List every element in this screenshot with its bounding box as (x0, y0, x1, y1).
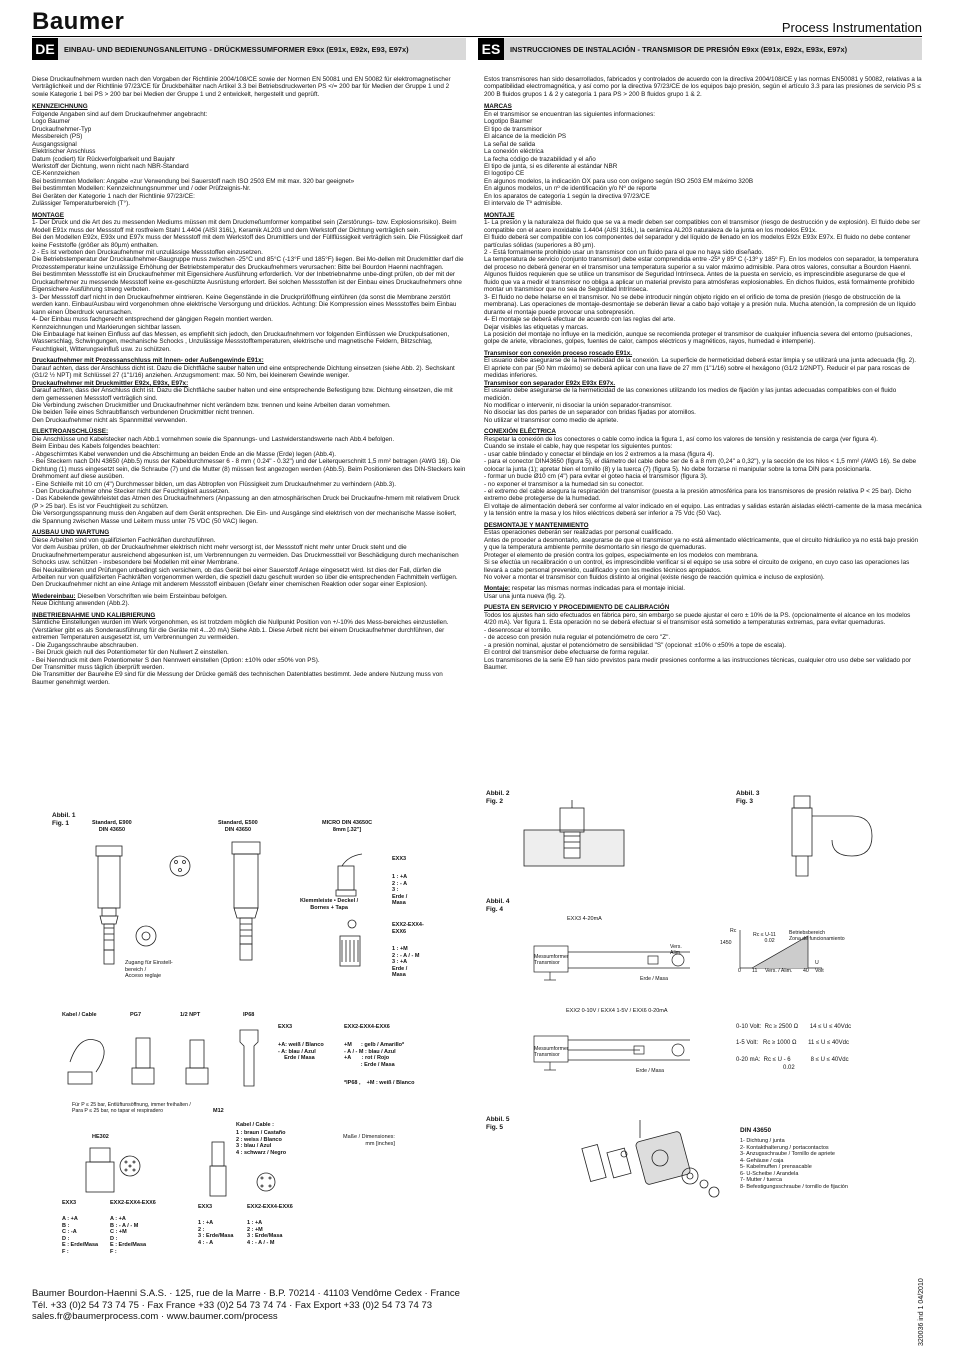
fig4-r3: 0-20 mA: Rc ≤ U - 6 8 ≤ U ≤ 40Vdc (736, 1057, 849, 1063)
fig1-npt: 1/2 NPT (180, 1012, 201, 1018)
fig1-label: Abbil. 1 Fig. 1 (52, 812, 76, 827)
de-inb-text: Sämtliche Einstellungen wurden im Werk vorgenohmen, es ist trotzdem möglich die Nullpunkt Position von +/-10% des Mess-bereiches einzustellen. (Verstärker gibt es als Sonderausführung für die Geräte mit 4...20 mA) Siehe Abb.1. Diese Arbeit nicht bei einem Druckaufnehmer durchführen, der extremen Temperaturen ausgesetzt ist, um Verbrennungen zu vermeiden. - Die Zugangsschraube abschrauben. - Bei Druck gleich null des Potentiometer für den Nullwert Z einstellen. - Bei Nenndruck mit dem Potentiometer S den Nennwert einstellen (Option: ±10% oder ±50% von PS). Der Transmitter muss täglich überprüft werden. Die Transmitter der Baureihe E9 sind für die Messung der Drücke gemäß des technischen Datenblattes bestimmt. Jede andere Nutzung muss von Baumer genehmigt werden. (32, 619, 449, 686)
fig1-ip68: IP68 (243, 1012, 255, 1018)
es-mj-heading: Montaje: (484, 585, 511, 593)
es-ce-heading: CONEXIÓN ELÉCTRICA (484, 428, 556, 436)
fig1-cable-drawings (60, 1022, 300, 1102)
fig1-klemm: Klemmleiste • Deckel / Bornes + Tapa (300, 898, 359, 911)
fig4-rcformula: Rc ≤ U-11 0.02 (753, 932, 776, 945)
fig1-mass: Maße / Dimensiones: mm [inches] (343, 1134, 395, 1147)
fig1-exx2c-pins: A : +A B : - A / - M C : +M D : E : Erde/Masa F : (110, 1216, 147, 1255)
fig4-mu1: Messumformer Transmisor (534, 954, 569, 967)
fig4-r1: 0-10 Volt: Rc ≥ 2500 Ω 14 ≤ U ≤ 40Vdc (736, 1024, 852, 1030)
fig1-exx3c: EXX3 (62, 1200, 77, 1206)
es-mj-text: respetar las mismas normas indicadas para el montaje inicial. Usar una junta nueva (fig. 2). (484, 585, 685, 600)
fig4-x40: 40 (803, 968, 809, 974)
fig4-x11: 11 (752, 968, 758, 974)
es-mar-heading: MARCAS (484, 103, 512, 111)
fig4-erde2: Erde / Masa (636, 1068, 664, 1074)
fig1-exx3b-pins: +A: weiß / Blanco - A: blau / Azul Erde / Masa (278, 1042, 324, 1061)
fig4-mu2: Messumformer Transmisor (534, 1046, 569, 1059)
de-aus-text: Diese Arbeiten sind von qualifizierten Fachkräften durchzuführen. Vor dem Ausbau prüfen, ob der Druckaufnehmer elektrisch nicht mehr versorgt ist, der Messstoff nicht mehr unter Druck steht und die Druckaufnehmertemperatur ausreichend abgesunken ist, um Verbrennungen zu vermeiden. Das Druckmesstteil vor Beschädigung durch mechanischen Schocks usw. schützen - insbesondere bei Modellen mit einer Membrane. Bei Neukalibrieren und Prüfungen unbedingt sich versichern, ob das Gerät bei einer Sauerstoff Anlage eingesetzt wird. Ist dies der Fall, dürfen die Arbeiten nur von qualifizierten Fachkräften vorgenommen werden, die speziell dazu geschult wurden so über die entsprechenden Fachmitteln verfügen. Den Druckaufnehmer nicht an eine Anlage mit anderem Messstoff einbauen (Gefahr einer chemischen Reaktion oder sogar einer Explosion). (32, 536, 459, 589)
es-pu-heading: PUESTA EN SERVICIO Y PROCEDIMIENTO DE CALIBRACIÓN (484, 604, 670, 612)
fig1-exx2: EXX2-EXX4- EXX6 (392, 922, 424, 935)
fig1-std500: Standard, E500 DIN 43650 (218, 820, 258, 833)
de-column (32, 76, 466, 690)
fig1-m12: M12 (213, 1108, 224, 1114)
fig4-versalim: Vers. / Alim. (765, 968, 793, 974)
es-title: INSTRUCCIONES DE INSTALACIÓN - TRANSMISOR DE PRESIÓN E9xx (E91x, E92x, E93x, E97x) (510, 44, 848, 54)
de-mont-heading: MONTAGE (32, 211, 64, 219)
de-mont-text: 1- Der Druck und die Art des zu messenden Mediums müssen mit dem Druckmeßumformer kompatibel sein (Zerstörungs- bzw. Explosionsrisiko). Beim Modell E91x muss der Messstoff mit rostfreiem Stahl 1.4404 (AISI 316L), Keramik AL203 und dem Werkstoff der Dichtung verträglich sein. Bei den Modellen E92x, E93x und E97x muss der Messstoff mit dem Werkstoff des Drumittlers und der Füllflüssigkeit verträglich sein. Die Flüssigkeit darf keine Feststoffe (größer als 80µm) enthalten. 2 - Es ist verboten den Druckaufnehmer mit unzulässige Messstoffen einzusetzen. Die Betriebstemperatur der Druckaufnehmer-Baugruppe muss zwischen -25°C und 85°C (-13°F und 185°F) liegen. Bei Mo-dellen mit Druckmittler darf die Prozesstemperatur keine unzulässige Erhöhung der Betriebstemperatur des Druckaufnehmers verursachen: Bitte bei Bourdon Haenni nachfragen. Bei bestimmten Messstoffe ist ein Druckaufnehmer mit Eigensichere Ausführung erforderlich. Vor der Inbetriebnahme unbe-dingt prüfen, ob der mit der Druckaufnehmer zu messende Messstoff keine ex-geschützte Ausrüstung erfordert. Bei solchen Messstoffen ist der Einbau eines Druckaufnehmers ohne Eigensichere Ausführung streng verboten. 3- Der Messstoff darf nicht in den Druckaufnehmer eintrieren. Keine Gegenstände in die Druckprüföffnung einführen (da sonst die Membrane zerstört werden kann. Einbau/Ausbau wird vorgenohmen ohne elektrische Versorgung und drücklos. Achtung: Die Kompression eines Messstoffes beim Einbau kann einen Überdruck verursachen. 4- Der Einbau muss fachgerecht entsprechend der gängigen Regeln montiert werden. Kennzeichnungen und Markierungen sichtbar lassen. Die Einbaulage hat keinen Einfluss auf das Messen, es empfiehlt sich jedoch, den Druckaufnehmern vor folgenden Einflüssen wie Druckpulsationen, Wasserschlag, Schwingungen, mechanische Schocks , Unzulässige Messstofftemperaturen, elektrische und magnetische Feldern, Blitzschlag, Feuchtigkeit, Witterungseinfluß usw. zu schützen. (32, 219, 464, 353)
es-t2-text: El usuario debe asegurarse de la hermeticidad de las conexiones utilizando los medios de fijación y las juntas adecuadas compatibles con el fluido medición. No modificar o intervenir, ni disociar la unión separador-transmisor. No disociar las dos partes de un separador con bridas fijadas por atornillos. No utilizar el transmisor como medio de apriete. (484, 387, 897, 424)
fig1-drawings (60, 836, 420, 986)
fig1-zugang: Zugang für Einstell- bereich / Acceso reglaje (125, 960, 173, 979)
fig1-exx3b: EXX3 (278, 1024, 293, 1030)
fig3-label: Abbil. 3 Fig. 3 (736, 790, 760, 805)
es-intro: Estos transmisores han sido desarrollados, fabricados y controlados de acuerdo con la directiva 2004/108/CE y las normas EN50081 y 50082, relativas a la compatibilidad electromagnética, y así como por la directiva 97/23/CE de los equipos bajo presión, según el artículo 3.3 para las presiones de servicio PS ≤ 200 B fluidos grupos 1 & 2 y categoría 1 para PS > 200 B fluidos grupo 1 & 2. (484, 76, 922, 98)
es-des-heading: DESMONTAJE Y MANTENIMIENTO (484, 521, 589, 529)
fig1-pnote: Für P ≤ 25 bar, Entlüftunsöffnung, immer freihalten / Para P ≤ 25 bar, no tapar el respiradero (72, 1102, 191, 1115)
fig3-drawing (770, 796, 890, 886)
fig1-exx2b: EXX2-EXX4-EXX6 (344, 1024, 390, 1030)
es-column (484, 76, 922, 675)
es-mon-heading: MONTAJE (484, 211, 515, 219)
fig1-exx2-pins: 1 : +M 2 : - A / - M 3 : +A Erde / Masa (392, 946, 420, 978)
fig1-exx3c-pins: A : +A B : C : -A D : E : Erde/Masa F : (62, 1216, 99, 1255)
brand-subtitle: Process Instrumentation (781, 20, 922, 35)
es-tag: ES (478, 38, 504, 60)
de-aus-heading: AUSBAU UND WARTUNG (32, 529, 110, 537)
fig1-exx3d: EXX3 (198, 1204, 213, 1210)
fig1-he302-drawing (70, 1142, 290, 1202)
de-p2-heading: Druckaufnehmer mit Druckmittler E92x, E93x, E97x: (32, 379, 189, 387)
fig4-volt: Volt (815, 968, 824, 974)
fig4-r3b: 0.02 (783, 1065, 795, 1071)
de-title-bar (32, 38, 466, 60)
fig1-kabel: Kabel / Cable (62, 1012, 97, 1018)
de-wied-heading: Wiedereinbau: (32, 592, 76, 600)
fig4-exx2: EXX2 0-10V / EXX4 1-5V / EXX6 0-20mA (566, 1008, 668, 1014)
fig4-r2: 1-5 Volt: Rc ≥ 1000 Ω 11 ≤ U ≤ 40Vdc (736, 1040, 849, 1046)
footer-web: sales.fr@baumerprocess.com · www.baumer.com/process (32, 1311, 278, 1322)
es-t2-heading: Transmisor con separador E92x E93x E97x. (484, 379, 616, 387)
fig5-din: DIN 43650 (740, 1127, 772, 1134)
fig1-exx2b-pins: +M : gelb / Amarillo* - A / - M : blau / Azul +A : rot / Rojo : Erde / Masa (344, 1042, 405, 1068)
de-kenn-text: Folgende Angaben sind auf dem Druckaufnehmer angebracht: Logo Baumer Druckaufnehmer-Typ Messbereich (PS) Ausgangssignal Elektrischer Anschluss Datum (codiert) für Rückverfolgbarkeit und Baujahr Werkstoff der Dichtung, wenn nicht nach NBR-Standard CE-Kennzeichen Bei bestimmten Modellen: Angabe «zur Verwendung bei Sauerstoff nach ISO 2503 EM mit max. 320 bar geeignet» Bei bestimmten Modellen: Kennzeichnungsnummer und / oder Prüfzeignis-Nr. Bei Geräten der Kategorie 1 nach der Richtlinie 97/23/CE: Zulässiger Temperaturbereich (T°). (32, 110, 355, 208)
fig2-drawing (524, 800, 634, 880)
es-t1-heading: Transmisor con conexión proceso roscado E91x. (484, 349, 633, 357)
fig5-items: 1- Dichtung / junta 2- Kontakthalterung / portacontactos 3- Anzugsschraube / Tornillo de apriete 4- Gehäuse / caja 5- Kabelmuffen / prensacable 6- U-Scheibe / Arandela 7- Mutter / tuerca 8- Befestigungsschraube / tornillo de fijación (740, 1138, 848, 1190)
fig1-exx2d: EXX2-EXX4-EXX6 (247, 1204, 293, 1210)
de-p1-heading: Druckaufnehmer mit Prozessanschluss mit Innen- oder Außengewinde E91x: (32, 357, 264, 365)
document-code: 320036 ind 1 04/2010 (918, 1278, 925, 1346)
es-des-text: Estas operaciones deberán ser realizadas por personal cualificado. Antes de proceder a desmontarlo, asegurarse de que el transmisor ya no está alimentado eléctricamente, que el circuito hidráulico ya no está bajo presión y que la temperatura ambiente permite desmontarlo sin riesgo de quemaduras. Proteger el elemento de presión contra los golpes, especialmente en los modelos con membrana. Si se efectúa un recalibración o un control, es imprescindible verificar si el equipo se usa sobre el circuito de oxígeno, en cuyo caso las operaciones las llevará a cabo personal prevenido, cualificado y con los medios técnicos apropiados. No volver a montar el transmisor con fluidos distinto al original (existe riesgo de reacción química e incluso de explosión). (484, 529, 919, 581)
fig1-exx3: EXX3 (392, 856, 407, 862)
fig1-ip68note: *IP68 , +M : weiß / Blanco (344, 1080, 415, 1086)
fig5-drawing (580, 1120, 730, 1230)
de-p1-text: Darauf achten, dass der Anschluss dicht ist. Dazu die Dichtfläche sauber halten und eine entsprechende Dichtung einsetzen (siehe Abb. 2). Sechskant (G1/2 ½ NPT) mit Schlüssel 27 (1"1/16) anziehen. Anzugsmoment: max. 50 Nm, bei kleinerem Gewinde weniger. (32, 364, 455, 380)
brand-logo: Baumer (32, 8, 125, 35)
header-rule (32, 36, 922, 37)
es-mon-text: 1- La presión y la naturaleza del fluido que se va a medir deben ser compatibles con el transmisor (riesgo de destrucción y de explosión). El fluido debe ser compatible con el acero inoxidable 1.4404 (AISI 316L), la cerámica AL203 naturaleza de la junta en los modelos E91x. El fluido deberá ser compatible con los componentes del separador y del líquido de llenado en los modelos E92x E93x E97x. El fluido no debe contener partículas sólidas (superiores a 80 µm). 2 - Está formalmente prohibido usar un transmisor con un fluido para el que no haya sido diseñado. La temperatura de servicio (conjunto transmisor) debe estar comprendida entre -25º y 85º C (-13º y 185º F). En los modelos con separador, la temperatura del proceso no deberá generar en el transmisor una temperatura superior a su valor máximo admisible. Para otros valores, consultar a Bourdon Haenni. Algunos fluidos requieren que se utilice un transmisor de Seguridad Intrínseca. Antes de la puesta en servicio, es imprescindible asegurarse de que el fluido que va a medir el transmisor no obliga a aplicar un material previsto para atmósferas explosionables. En dichos fluidos, está formalmente prohibido montar un transmisor que no sea de Seguridad Intrínseca. 3- El fluido no debe helarse en el transmisor. No se debe introducir ningún objeto rígido en el orificio de toma de presión (riesgo de obstrucción de la membrana). Las operaciones de montaje-desmontaje se deberán llevar a cabo bajo voltaje y a presión nula. Mucha atención, la compresión de un líquido durante el montaje puede provocar una sobrepresión. 4- El montaje se deberá efectuar de acuerdo con las reglas del arte. Dejar visibles las etiquetas y marcas. La posición del montaje no influye en la medición, aunque se recomienda proteger el transmisor de cualquier influencia severa del entorno (pulsaciones, golpe de ariete, vibraciones, golpes, fuentes de calor, campos eléctricos y magnéticos, rayos, humedad e intemperie). (484, 219, 921, 346)
de-title: EINBAU- UND BEDIENUNGSANLEITUNG - DRÜCKMESSUMFORMER E9xx (E91x, E92x, E93, E97x) (64, 44, 409, 54)
de-tag: DE (32, 38, 58, 60)
fig4-exx3: EXX3 4-20mA (567, 916, 602, 922)
es-mar-text: En el transmisor se encuentran las siguientes informaciones: Logotipo Baumer El tipo de transmisor El alcance de la medición PS La señal de salida La conexión eléctrica La fecha código de trazabilidad y el año El tipo de junta, si es diferente al estándar NBR El logotipo CE En algunos modelos, la indicación OX para uso con oxígeno según ISO 2503 EM máximo 320B En algunos modelos, un nº de identificación y/o Nº de reporte En los aparatos de categoría 1 según la directiva 97/23/CE El intervalo de Tº admisible. (484, 110, 754, 208)
fig5-label: Abbil. 5 Fig. 5 (486, 1116, 510, 1131)
fig4-1450: 1450 (720, 940, 732, 946)
de-wied-text: Dieselben Vorschriften wie beim Ersteinbau befolgen. Neue Dichtung anwenden (Abb.2). (32, 592, 228, 608)
fig2-label: Abbil. 2 Fig. 2 (486, 790, 510, 805)
fig4-vers: Vers. Alim. (670, 944, 682, 957)
footer-company: Baumer Bourdon-Haenni S.A.S. · 125, rue de la Marre · B.P. 70214 · 41103 Vendôme Cedex · France (32, 1288, 460, 1299)
fig1-kabpins: 1 : braun / Castaño 2 : weiss / Blanco 3 : blau / Azul 4 : schwarz / Negro (236, 1130, 287, 1156)
footer (32, 1288, 460, 1323)
fig4-x0: 0 (738, 968, 741, 974)
fig1-exx2d-pins: 1 : +A 2 : +M 3 : Erde/Masa 4 : - A / - M (247, 1220, 283, 1246)
de-kenn-heading: KENNZEICHNUNG (32, 103, 88, 111)
fig4-erde1: Erde / Masa (640, 976, 668, 982)
es-t1-text: El usuario debe asegurarse de la hermeticidad de la conexión. La superficie de hermeticidad deberá estar limpia y se utilizará una junta adecuada (fig. 2). El apriete con par (50 Nm máximo) se deberá aplicar con una llave de 27 mm (1"1/16) sobre el hexágono (G1/2 1/2NPT). Reducir el par para roscas de medidas inferiores. (484, 357, 916, 380)
fig1-micro: MICRO DIN 43650C 8mm [.32"] (322, 820, 373, 833)
fig1-exx3-pins: 1 : +A 2 : - A 3 : Erde / Masa (392, 874, 408, 906)
fig4-label: Abbil. 4 Fig. 4 (486, 898, 510, 913)
fig1-exx2c: EXX2-EXX4-EXX6 (110, 1200, 156, 1206)
de-intro: Diese Druckaufnehmern wurden nach den Vorgaben der Richtlinie 2004/108/CE sowie der Normen EN 50081 und EN 50082 für elektromagnetischer Verträglichkeit und der Richtlinie 97/23/CE für Druckbehälter nach Artikel 3.3 bei Betriebsdruckwerten PS </= 200 bar für Medien der Gruppe 1 und 2 sowie Kategorie 1 bei PS > 200 bar bei Medien der Gruppe 1 und 2 entwickelt, hergestellt und geprüft. (32, 76, 451, 98)
es-ce-text: Respetar la conexión de los conectores o cable como indica la figura 1, así como los valores de tensión y resistencia de carga (ver figura 4). Cuando se instale el cable, hay que respetar los siguientes puntos: - usar cable blindado y conectar el blindaje en los 2 extremos a la masa (figura 4). - para el conector DIN43650 (figura 5), el diámetro del cable debe ser de 6 a 8 mm (0,24" a 0,32"), y la sección de los hilos < 1,5 mm² (AWG 16). Se debe colocar la junta (1); apretar bien el tornillo (8) y la tuerca (7) (figura 5). No debe forzarse ni manipular sobre la toma DIN para posicionarla. - formar un bucle Ø10 cm (4") para evitar el goteo hacia el transmisor (figura 3). - no exponer el transmisor a la humedad sin su conector. - el extremo del cable asegura la respiración del transmisor (puesta a la presión atmosférica para los transmisores de presión relativa P < 25 bar). Dicho extremo debe protegerse de la humedad. El voltaje de alimentación deberá ser conforme al valor indicado en el equipo. Las entradas y salidas estarán aisladas eléctri-camente de la masa mecánica y la tensión entre la masa y los hilos eléctricos deberá ser inferior a 75 Vdc (50 Vac). (484, 435, 922, 518)
fig4-betrieb: Betriebsbereich Zona de funcionamiento (789, 930, 845, 943)
es-pu-text: Todos los ajustes han sido efectuados en fábrica pero, sin embargo se puede ajustar el cero ± 10% de la PS. (opcionalmente el alcance en los modelos 4/20 mA). Ver figura 1. Esta operación no se deberá efectuar si el transmisor está sometido a temperaturas extremas, para evitar quemaduras. - desenroscar el tornillo. - de acceso con presión nula regular el potenciómetro de cero "Z". - a presión nominal, ajustar el potenciómetro de sensibilidad "S" (opcional: ±10% o ±50% a tope de escala). El control del transmisor debe efectuarse de forma regular. Los transmisores de la serie E9 han sido previstos para medir presiones conforme a las instrucciones técnicas, cualquier otro uso debe ser validado por Baumer. (484, 611, 912, 671)
fig1-kabcable: Kabel / Cable : (236, 1122, 274, 1128)
footer-tel: Tél. +33 (0)2 54 73 74 75 · Fax France +33 (0)2 54 73 74 74 · Fax Export +33 (0)2 54 73 74 73 (32, 1299, 433, 1311)
fig4-rc: Rc (730, 928, 737, 934)
fig1-std900: Standard, E900 DIN 43650 (92, 820, 132, 833)
de-el-text: Die Anschlüsse und Kabelstecker nach Abb.1 vornehmen sowie die Spannungs- und Lastwiderstandswerte nach Abb.4 befolgen. Beim Einbau des Kabels folgendes beachten: - Abgeschirmtes Kabel verwenden und die Abschirmung an beiden Ende an die Masse (Erde) legen (Abb.4). - Bei Steckern nach DIN 43650 (Abb.5) muss der Kabeldurchmesser 6 - 8 mm ( 0.24" - 0.32") und der Leiterquerschnitt 1,5 mm² betragen (AWG 16). Die Dichtung (1) muss eingesetzt sein, die Schraube (7) und die Mutter (8) müssen fest angezogen werden (Abb.5). Beim Positionieren des DIN-Steckers kein Drehmoment auf diese ausüben. - Eine Schleife mit 10 cm (4") Durchmesser bilden, um das Abtropfen von Flüssigkeit zum Druckaufnehmer zu verhindern (Abb.3). - Den Druckaufnehmer ohne Stecker nicht der Feuchtigkeit aussetzen. - Das Kabelende gewährleistet das Atmen des Druckaufnehmers (Anpassung an den atmosphärischen Druck bei Druckaufne-hmern mit relativem Druck (P > 25 bar). Es ist vor Feuchtigkeit zu schützen. Die Versorgungsspannung muss den Angaben auf dem Gerät entsprechen. Die Ein- und Ausgänge sind elektrisch von der mechanische Masse isoliert, die Spannung zwischen Masse und Leitern muss unter 75 VDC (50 VAC) liegen. (32, 435, 466, 525)
de-el-heading: ELEKTROANSCHLÜSSE: (32, 428, 109, 436)
es-title-bar (478, 38, 922, 60)
de-p2-text: Darauf achten, dass der Anschluss dicht ist. Dazu die Dichtfläche sauber halten und eine entsprechende Befestigung bzw. Dichtung einsetzen, die mit dem gemessenen Messstoff verträglich sind. Die Verbindung zwischen Druckmittler und Druckaufnehmer nicht verändern bzw. trennen und keine Arbeiten daran vornehmen. Die beiden Teile eines Schraubflansch verbundenen Druckmittler nicht trennen. Den Druckaufnehmer nicht als Spannmittel verwenden. (32, 387, 453, 424)
de-inb-heading: INBETRIEBNAHME UND KALIBRIERUNG (32, 611, 156, 619)
fig1-exx3d-pins: 1 : +A 2 : 3 : Erde/Masa 4 : - A (198, 1220, 234, 1246)
fig1-pg7: PG7 (130, 1012, 142, 1018)
fig4-u: U (815, 960, 819, 966)
fig1-he302: HE302 (92, 1134, 109, 1140)
